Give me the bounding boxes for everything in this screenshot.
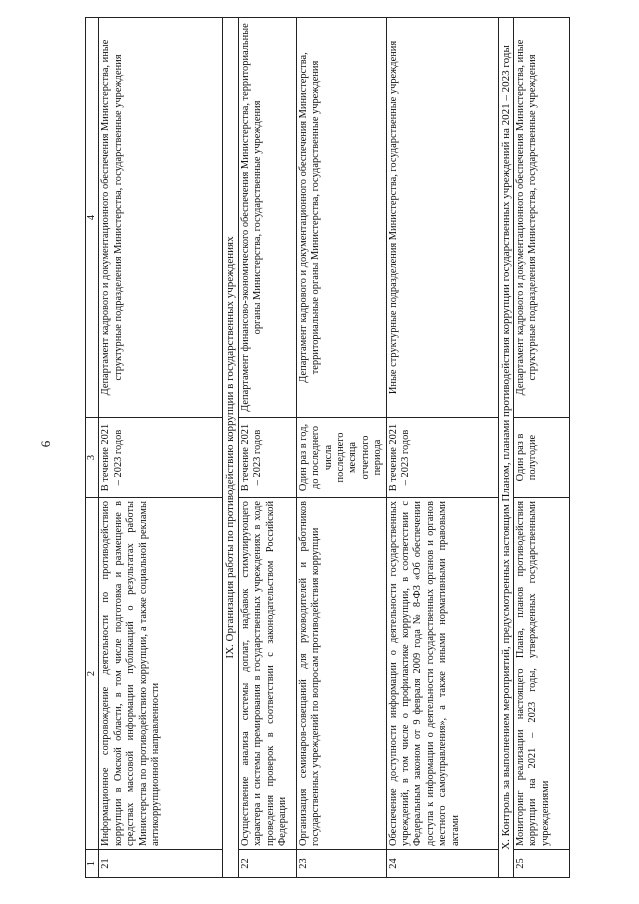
- row-responsible: Департамент финансово-экономического обеспечения Министерства, территориальные органы Министерства, государственные учреждения: [238, 18, 296, 418]
- section-heading-row: [498, 18, 513, 878]
- section-heading: IX. Организация работы по противодействию коррупции в государственных учреждениях: [223, 18, 238, 878]
- row-responsible: Департамент кадрового и документационного обеспечения Министерства, иные структурные подразделения Министерства, государственные учреждения: [99, 18, 223, 418]
- table-row: [514, 18, 570, 878]
- row-responsible: Департамент кадрового и документационного обеспечения Министерства, территориальные органы Министерства, государственные учреждения: [296, 18, 386, 418]
- row-measure: Организация семинаров-совещаний для руководителей и работников государственных учреждений по вопросам противодействия коррупции: [296, 498, 386, 850]
- action-plan-table: [85, 17, 570, 878]
- section-heading: X. Контроль за выполнением мероприятий, предусмотренных настоящим Планом, планами противодействия коррупции государственных учреждений на 2021 – 2023 годы: [498, 18, 513, 878]
- column-header: 2: [86, 498, 99, 850]
- row-term: В течение 2021 – 2023 годов: [238, 418, 296, 498]
- row-number: 21: [99, 850, 223, 878]
- row-responsible: Департамент кадрового и документационного обеспечения Министерства, иные структурные подразделения Министерства, государственные учреждения: [514, 18, 570, 418]
- row-measure: Осуществление анализа системы доплат, надбавок стимулирующего характера и системы премирования в государственных учреждениях в ходе проведения проверок в соответствии с законодательством Российской Федерации: [238, 498, 296, 850]
- row-term: В течение 2021 – 2023 годов: [99, 418, 223, 498]
- page-number: 6: [38, 440, 53, 448]
- row-term: В течение 2021 – 2023 годов: [386, 418, 498, 498]
- column-header: 3: [86, 418, 99, 498]
- rotated-page-content: [85, 18, 555, 878]
- column-header: 1: [86, 850, 99, 878]
- row-measure: Обеспечение доступности информации о деятельности государственных учреждений, в том числе о профилактике коррупции, в соответствии с Федеральным законом от 9 февраля 2009 года № 8-ФЗ «Об обеспечении доступа к информации о деятельности государственных органов и органов местного самоуправления», а также иными нормативными правовыми актами: [386, 498, 498, 850]
- table-row: [296, 18, 386, 878]
- row-number: 23: [296, 850, 386, 878]
- row-measure: Информационное сопровождение деятельности по противодействию коррупции в Омской области, в том числе подготовка и размещение в средствах массовой информации публикаций о результатах работы Министерства по противодействию коррупции, а также социальной рекламы антикоррупционной направленности: [99, 498, 223, 850]
- row-term: Один раз в полугодие: [514, 418, 570, 498]
- row-measure: Мониторинг реализации настоящего Плана, планов противодействия коррупции на 2021 – 2023 годы, утвержденных государственными учреждениями: [514, 498, 570, 850]
- row-responsible: Иные структурные подразделения Министерства, государственные учреждения: [386, 18, 498, 418]
- row-number: 22: [238, 850, 296, 878]
- column-header: 4: [86, 18, 99, 418]
- row-term: Один раз в год, до последнего числа последнего месяца отчетного периода: [296, 418, 386, 498]
- table-row: [99, 18, 223, 878]
- table-header-row: [86, 18, 99, 878]
- row-number: 25: [514, 850, 570, 878]
- table-row: [386, 18, 498, 878]
- row-number: 24: [386, 850, 498, 878]
- table-row: [238, 18, 296, 878]
- section-heading-row: [223, 18, 238, 878]
